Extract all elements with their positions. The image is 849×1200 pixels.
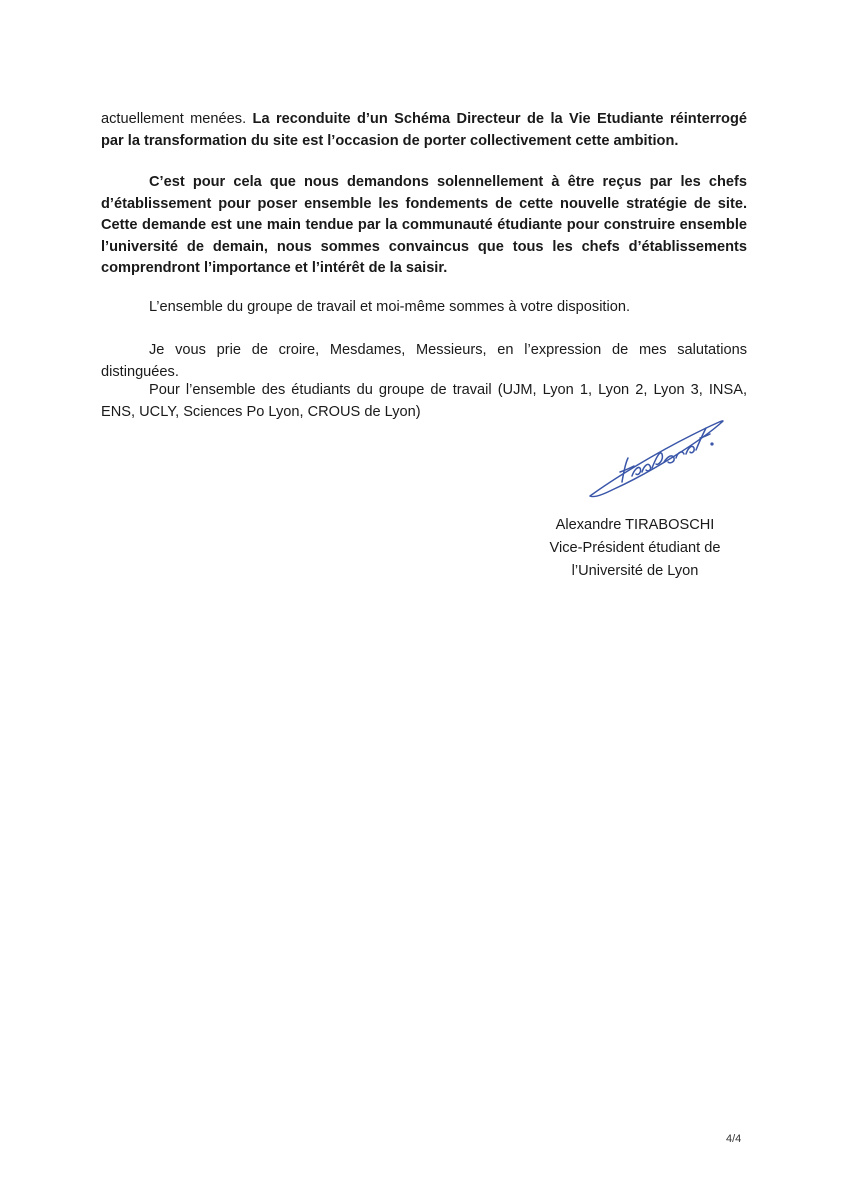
signatory-name: Alexandre TIRABOSCHI <box>555 517 715 533</box>
paragraph-availability-text: L’ensemble du groupe de travail et moi-même sommes à votre disposition. <box>149 299 631 315</box>
paragraph-conclusion-normal: actuellement menées. <box>101 111 253 127</box>
page-number: 4/4 <box>726 1133 742 1145</box>
signatory-title-line2: l’Université de Lyon <box>571 563 699 579</box>
paragraph-conclusion <box>101 109 747 152</box>
handwritten-signature <box>582 410 732 505</box>
paragraph-on-behalf-text: Pour l’ensemble des étudiants du groupe de travail (UJM, Lyon 1, Lyon 2, Lyon 3, INSA, ENS, UCLY, Sciences Po Lyon, CROUS de Lyon) <box>101 382 747 420</box>
signature-block <box>520 514 750 583</box>
paragraph-salutation <box>101 340 747 383</box>
paragraph-availability <box>101 297 747 319</box>
signatory-title-line1: Vice-Président étudiant de <box>549 540 721 556</box>
paragraph-salutation-text: Je vous prie de croire, Mesdames, Messieurs, en l’expression de mes salutations distinguées. <box>101 342 747 380</box>
paragraph-request-bold: C’est pour cela que nous demandons solennellement à être reçus par les chefs d’établissement pour poser ensemble les fondements de cette nouvelle stratégie de site. Cette demande est une main tendue par la communauté étudiante pour construire ensemble l’université de demain, nous sommes convaincus que tous les chefs d’établissements comprendront l’importance et l’intérêt de la saisir. <box>101 174 747 276</box>
paragraph-conclusion-bold: La reconduite d’un Schéma Directeur de la Vie Etudiante réinterrogé par la transformation du site est l’occasion de porter collectivement cette ambition. <box>101 111 747 149</box>
paragraph-request <box>101 172 747 280</box>
